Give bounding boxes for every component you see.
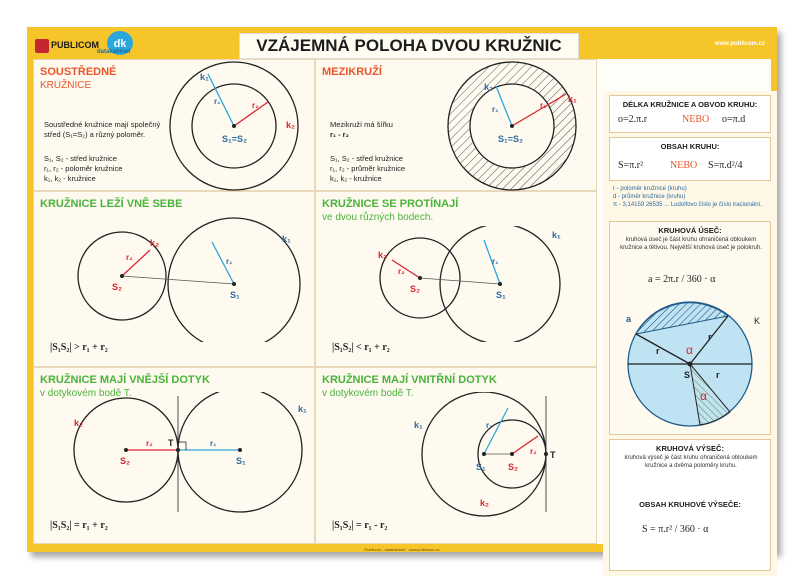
panel-title: KRUŽNICE LEŽÍ VNĚ SEBE xyxy=(40,198,183,210)
label-s2: S₂ xyxy=(508,462,519,472)
formula-circumference-d: o=π.d xyxy=(722,114,746,125)
label-k2: k₂ xyxy=(74,418,84,428)
label-s2: S₂ xyxy=(112,282,123,292)
annulus-diagram xyxy=(436,60,596,192)
panel-subtitle: v dotykovém bodě T. xyxy=(322,388,414,399)
page-title: VZÁJEMNÁ POLOHA DVOU KRUŽNIC xyxy=(239,33,579,59)
label-s1: S₁ xyxy=(476,462,486,472)
external-diagram xyxy=(34,392,316,518)
panel-title: KRUŽNICE MAJÍ VNĚJŠÍ DOTYK xyxy=(40,374,210,386)
legend-radii: r₁, r₂ - poloměr kružnice xyxy=(44,164,123,173)
box-heading: OBSAH KRUHU: xyxy=(660,142,720,151)
poster xyxy=(27,27,777,552)
label-k2: k₂ xyxy=(378,250,388,260)
legend-circles: k₁, k₂ - kružnice xyxy=(330,174,382,183)
label-s2: S₂ xyxy=(120,456,131,466)
sector-area-heading: OBSAH KRUHOVÉ VÝSEČE: xyxy=(639,500,741,509)
label-r1: r₁ xyxy=(492,257,499,266)
panel-concentric xyxy=(33,59,315,191)
label-t: T xyxy=(550,450,556,460)
panel-text-width: r₁ - r₂ xyxy=(330,130,349,139)
legend-pi: π - 3,14159 26535 ... Ludolfovo číslo je číslo iracionální. xyxy=(613,202,762,208)
logo-subtitle: datakabinet xyxy=(97,49,131,55)
panel-title: SOUSTŘEDNÉ xyxy=(40,66,117,78)
footer-fine-print: Publicom - datakabinet · www.publicom.cz xyxy=(364,547,440,552)
label-a: a xyxy=(626,314,632,324)
panel-internal xyxy=(315,367,597,544)
panel-outside xyxy=(33,191,315,367)
label-k2: k₂ xyxy=(286,120,296,130)
box-area xyxy=(609,137,771,181)
formula-outside: |S₁S₂| > r₁ + r₂ xyxy=(50,342,108,353)
formula-internal: |S₁S₂| = r₁ - r₂ xyxy=(332,520,388,531)
label-r1: r₁ xyxy=(226,257,233,266)
sector-formula: S = π.r² / 360 · α xyxy=(642,524,709,535)
label-r2: r₂ xyxy=(146,439,153,448)
nebo-label: NEBO xyxy=(682,114,710,125)
publicom-logo-icon xyxy=(35,39,49,53)
label-s1: S₁ xyxy=(496,290,506,300)
label-k1: k₁ xyxy=(552,230,561,240)
label-s1: S₁ xyxy=(236,456,246,466)
formula-external: |S₁S₂| = r₁ + r₂ xyxy=(50,520,108,531)
label-center: S₁=S₂ xyxy=(498,134,523,144)
legend-centers: S₁, S₂ - střed kružnice xyxy=(44,154,117,163)
brand-url: www.publicom.cz xyxy=(714,41,765,47)
box-heading: KRUHOVÁ ÚSEČ: xyxy=(658,226,722,235)
label-k: K xyxy=(754,316,761,326)
label-r2: r₂ xyxy=(398,267,405,276)
panel-subtitle: ve dvou různých bodech. xyxy=(322,212,434,223)
formula-area-d: S=π.d²/4 xyxy=(708,160,743,171)
legend-centers: S₁, S₂ - střed kružnice xyxy=(330,154,403,163)
formula-circumference-r: o=2.π.r xyxy=(618,114,648,125)
label-k2: k₂ xyxy=(484,82,494,92)
nebo-label: NEBO xyxy=(670,160,698,171)
formula-intersect: |S₁S₂| < r₁ + r₂ xyxy=(332,342,390,353)
label-r1: r₁ xyxy=(210,439,217,448)
box-heading: KRUHOVÁ VÝSEČ: xyxy=(656,444,724,453)
panel-title: KRUŽNICE MAJÍ VNITŘNÍ DOTYK xyxy=(322,374,497,386)
label-r-left: r xyxy=(656,346,660,356)
panel-subtitle: KRUŽNICE xyxy=(40,80,92,91)
label-k1: k₁ xyxy=(414,420,423,430)
panel-intersect xyxy=(315,191,597,367)
segment-text: kruhová úseč je část kruhu ohraničená obloukem kružnice a tětivou. Největší kruhová úseč je polokruh. xyxy=(620,237,762,251)
label-s1: S₁ xyxy=(230,290,240,300)
sector-diagram xyxy=(620,292,764,432)
label-k2: k₂ xyxy=(150,238,160,248)
label-k2: k₂ xyxy=(480,498,490,508)
label-r-top: r xyxy=(708,332,712,342)
label-r2: r₂ xyxy=(530,447,537,456)
label-s: S xyxy=(684,370,691,380)
legend-circles: k₁, k₂ - kružnice xyxy=(44,174,96,183)
brand-name: PUBLICOM xyxy=(51,40,99,50)
label-alpha-top: α xyxy=(686,343,693,357)
label-k1: k₁ xyxy=(200,72,209,82)
panel-text: Mezikruží má šířku xyxy=(330,120,393,129)
label-alpha-bottom: α xyxy=(700,389,707,403)
internal-diagram xyxy=(316,392,598,518)
panel-external xyxy=(33,367,315,544)
sidebar-formulas xyxy=(603,91,777,576)
panel-subtitle: v dotykovém bodě T. xyxy=(40,388,132,399)
panel-title: MEZIKRUŽÍ xyxy=(322,66,382,78)
box-segment xyxy=(609,221,771,435)
sector-text: kruhová výseč je část kruhu ohraničená obloukem kružnice a dvěma poloměry kruhu. xyxy=(624,455,758,469)
box-heading: DÉLKA KRUŽNICE A OBVOD KRUHU: xyxy=(622,100,758,109)
label-t: T xyxy=(168,438,174,448)
label-r1: r₁ xyxy=(492,105,499,114)
intersect-diagram xyxy=(316,226,598,342)
legend-r: r - poloměr kružnice (kruhu) xyxy=(613,186,687,192)
formula-area-r: S=π.r² xyxy=(618,160,644,171)
legend-radii: r₁, r₂ - průměr kružnice xyxy=(330,164,406,173)
logo-text: dk xyxy=(113,38,127,50)
panel-annulus xyxy=(315,59,597,191)
panel-title: KRUŽNICE SE PROTÍNAJÍ xyxy=(322,198,459,210)
header-bar xyxy=(27,27,777,59)
label-r2: r₂ xyxy=(540,101,547,110)
concentric-diagram xyxy=(164,60,314,192)
label-r2: r₂ xyxy=(252,101,259,110)
outside-diagram xyxy=(34,212,316,342)
panel-text: Soustředné kružnice mají společný střed (S₁=S₂) a různý poloměr. xyxy=(44,120,161,139)
legend-d: d - průměr kružnice (kruhu) xyxy=(613,194,686,200)
label-center: S₁=S₂ xyxy=(222,134,247,144)
label-k1: k₁ xyxy=(568,94,577,104)
arc-formula: a = 2π.r / 360 · α xyxy=(648,274,716,285)
label-r2: r₂ xyxy=(126,253,133,262)
content-area xyxy=(33,59,771,544)
label-s2: S₂ xyxy=(410,284,421,294)
box-circumference xyxy=(609,95,771,133)
label-r1: r₁ xyxy=(214,97,221,106)
label-k1: k₁ xyxy=(298,404,307,414)
label-k1: k₁ xyxy=(282,234,291,244)
label-r1: r₁ xyxy=(486,421,493,430)
label-r-right: r xyxy=(716,370,720,380)
